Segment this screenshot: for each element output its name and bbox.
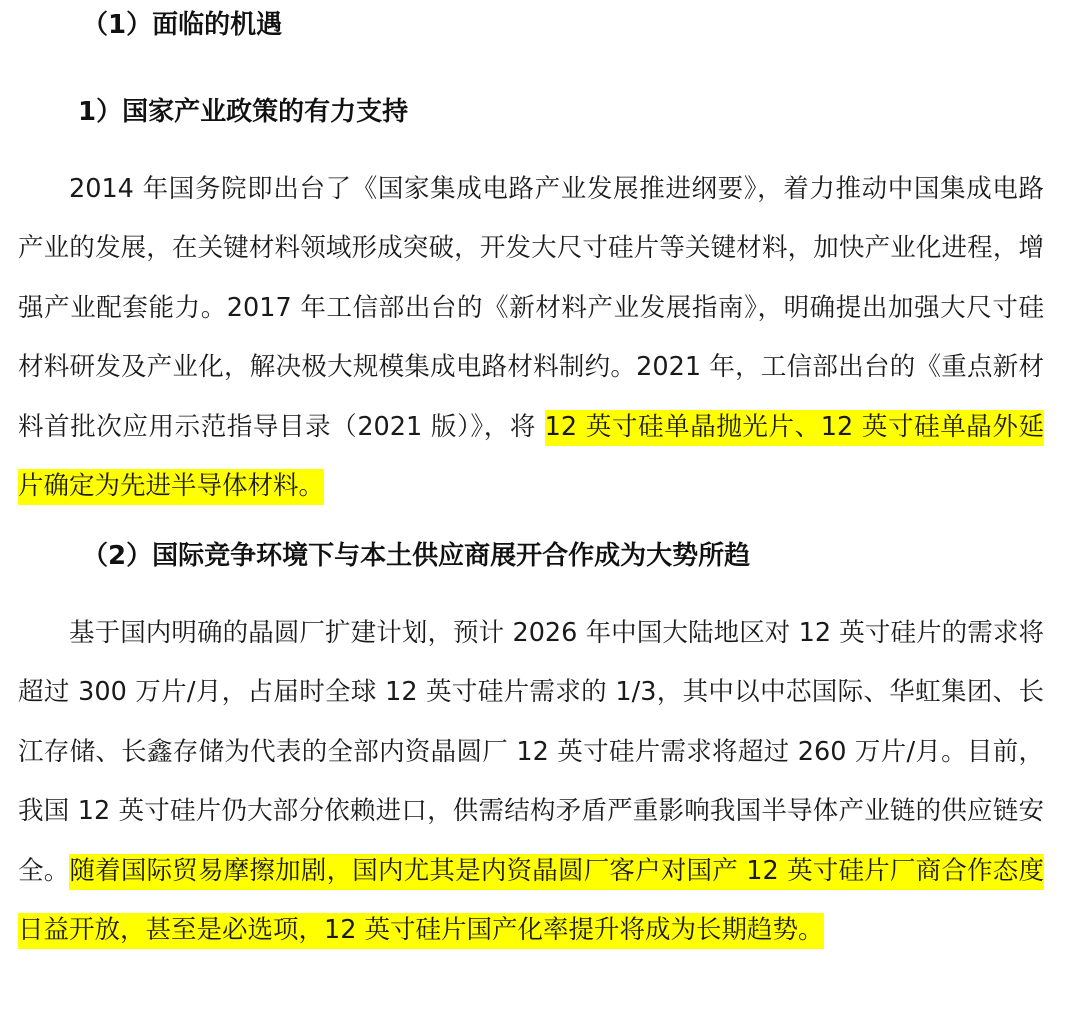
paragraph-policy	[18, 160, 1044, 516]
section-heading-cooperation-trend: （2）国际竞争环境下与本土供应商展开合作成为大势所趋	[82, 541, 751, 571]
section-heading-opportunities: （1）面临的机遇	[82, 10, 283, 40]
paragraph-policy-text: 2014 年国务院即出台了《国家集成电路产业发展推进纲要》，着力推动中国集成电路产业的发展，在关键材料领域形成突破，开发大尺寸硅片等关键材料，加快产业化进程，增强产业配套能力。2017 年工信部出台的《新材料产业发展指南》，明确提出加强大尺寸硅材料研发及产业化，解决极大规模集成电路材料制约。2021 年，工信部出台的《重点新材料首批次应用示范指导目录（2021 版）》，将	[18, 174, 1044, 442]
paragraph-demand-highlight: 随着国际贸易摩擦加剧，国内尤其是内资晶圆厂客户对国产 12 英寸硅片厂商合作态度日益开放，甚至是必选项，12 英寸硅片国产化率提升将成为长期趋势。	[18, 854, 1044, 949]
subsection-heading-policy-support: 1）国家产业政策的有力支持	[78, 97, 409, 127]
paragraph-demand-text: 基于国内明确的晶圆厂扩建计划，预计 2026 年中国大陆地区对 12 英寸硅片的需求将超过 300 万片/月，占届时全球 12 英寸硅片需求的 1/3，其中以中芯国际、华虹集团、长江存储、长鑫存储为代表的全部内资晶圆厂 12 英寸硅片需求将超过 260 万片/月。目前，我国 12 英寸硅片仍大部分依赖进口，供需结构矛盾严重影响我国半导体产业链的供应链安全。	[18, 618, 1044, 886]
paragraph-policy-highlight: 12 英寸硅单晶抛光片、12 英寸硅单晶外延片确定为先进半导体材料。	[18, 410, 1044, 505]
paragraph-demand	[18, 604, 1044, 960]
